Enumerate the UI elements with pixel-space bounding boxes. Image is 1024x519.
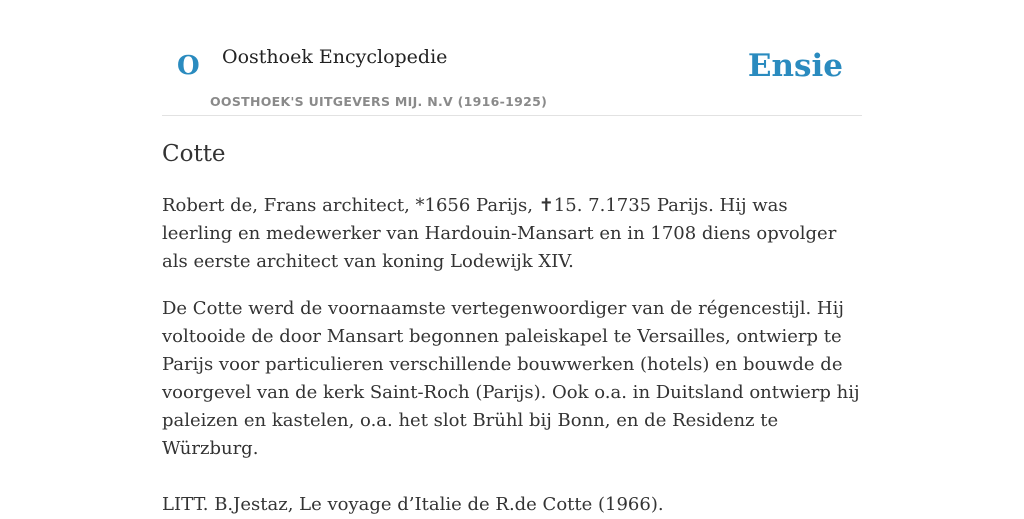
book-logo-letter[interactable]: O	[177, 51, 200, 81]
entry-literature: LITT. B.Jestaz, Le voyage d’Italie de R.de Cotte (1966).	[162, 494, 664, 515]
entry-paragraph-1: Robert de, Frans architect, *1656 Parijs, ✝15. 7.1735 Parijs. Hij was leerling en medewerker van Hardouin-Mansart en in 1708 diens opvolger als eerste architect van koning Lodewijk XIV.	[162, 195, 837, 272]
book-header	[162, 0, 862, 116]
book-title[interactable]: Oosthoek Encyclopedie	[222, 46, 448, 68]
entry-title: Cotte	[162, 141, 226, 167]
entry-paragraph-2: De Cotte werd de voornaamste vertegenwoordiger van de régencestijl. Hij voltooide de door Mansart begonnen paleiskapel te Versailles, ontwierp te Parijs voor particulieren verschillende bouwwerken (hotels) en bouwde de voorgevel van de kerk Saint-Roch (Parijs). Ook o.a. in Duitsland ontwierp hij paleizen en kastelen, o.a. het slot Brühl bij Bonn, en de Residenz te Würzburg.	[162, 298, 860, 459]
publisher-line: OOSTHOEK'S UITGEVERS MIJ. N.V (1916-1925)	[210, 94, 548, 109]
page-container	[162, 0, 862, 515]
ensie-logo-link[interactable]: Ensie	[747, 48, 843, 84]
entry-body	[162, 192, 862, 519]
